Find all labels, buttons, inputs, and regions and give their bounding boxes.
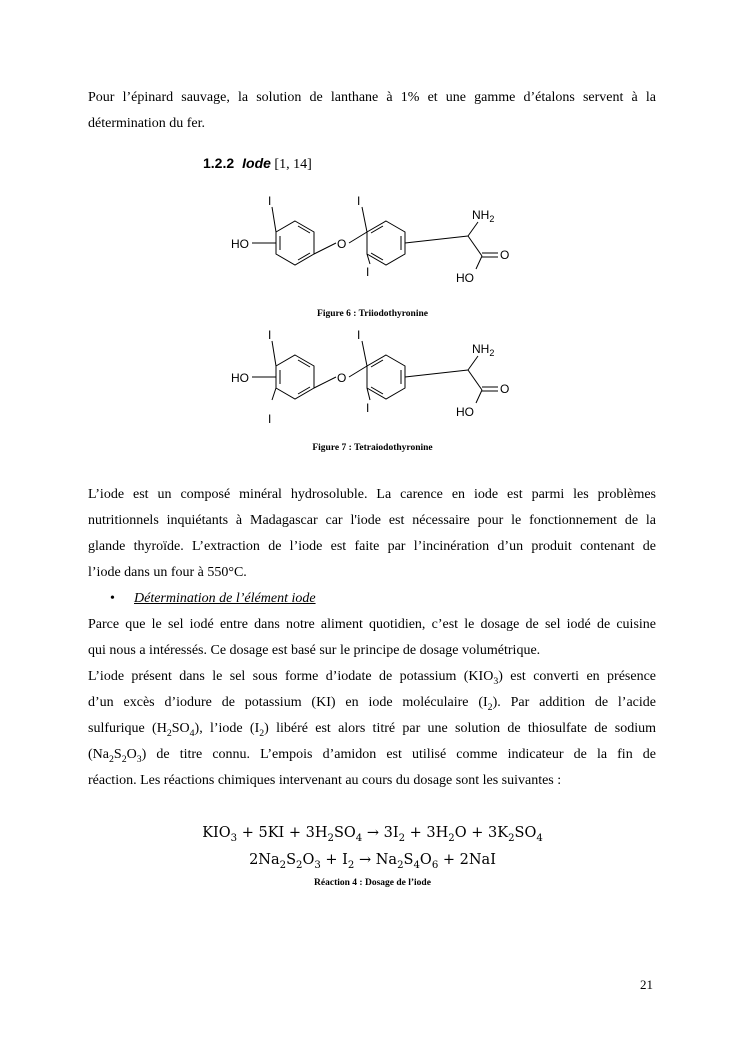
- intro-line-1: Pour l’épinard sauvage, la solution de lanthane à 1% et une gamme d’étalons servent à la: [88, 90, 656, 105]
- paragraph-1-line-4: l’iode dans un four à 550°C.: [88, 565, 247, 580]
- iodine-label: I: [268, 328, 272, 342]
- paragraph-1-line-2: nutritionnels inquiétants à Madagascar car l'iode est nécessaire pour le fonctionnement de la: [88, 513, 656, 528]
- acid-hydroxyl-label: HO: [456, 271, 474, 285]
- paragraph-1-line: [88, 487, 656, 503]
- iodine-label: I: [366, 401, 370, 415]
- intro-paragraph-end: [88, 116, 205, 132]
- paragraph-2-line-2: qui nous a intéressés. Ce dosage est basé sur le principe de dosage volumétrique.: [88, 643, 541, 658]
- reaction-4-caption: Réaction 4 : Dosage de l’iode: [314, 878, 431, 888]
- amine-label: NH: [472, 208, 490, 222]
- iodine-label: I: [366, 265, 370, 279]
- iodine-label: I: [357, 328, 361, 342]
- section-heading: [203, 155, 312, 173]
- paragraph-3-line: [88, 695, 656, 711]
- paragraph-3-line: [88, 669, 656, 685]
- paragraph-1-line: [88, 539, 656, 555]
- iodine-label: I: [268, 194, 272, 208]
- section-number: 1.2.2: [203, 155, 235, 171]
- section-title: Iode: [242, 155, 271, 171]
- paragraph-3-line: [88, 721, 656, 737]
- paragraph-2-line: [88, 643, 540, 659]
- bullet-icon: •: [110, 591, 115, 606]
- equation-1: $KIO_3 + 5KI + 3H_2SO_4 \to 3I_2 + 3H_2O + 3K_2SO_4$: [202, 825, 543, 844]
- amine-subscript: 2: [489, 214, 495, 224]
- section-references: [1, 14]: [274, 157, 312, 172]
- svg-text:NH2: [472, 208, 494, 224]
- svg-text:NH2: [472, 342, 494, 358]
- paragraph-3-line-2: d’un excès d’iodure de potassium (KI) en iode moléculaire $(I_2)$. Par addition de l’acide: [88, 695, 656, 713]
- carbonyl-oxygen-label: O: [500, 248, 510, 262]
- triiodothyronine-atom-labels: [231, 194, 509, 285]
- intro-paragraph: [88, 90, 656, 106]
- ether-oxygen-label: O: [337, 371, 347, 385]
- amine-label: NH: [472, 342, 490, 356]
- paragraph-1-line: [88, 513, 656, 529]
- paragraph-2-line-1: Parce que le sel iodé entre dans notre aliment quotidien, c’est le dosage de sel iodé de cuisine: [88, 617, 656, 632]
- iodine-label: I: [268, 412, 272, 426]
- bullet-item: [110, 591, 316, 607]
- amine-subscript: 2: [489, 348, 495, 358]
- triiodothyronine-structure: [0, 185, 745, 315]
- paragraph-3-line-1: L’iode présent dans le sel sous forme d’iodate de potassium $(KIO_3)$ est converti en présence: [88, 669, 656, 687]
- paragraph-3-line-4: $(Na_2S_2O_3)$ de titre connu. L’empois d’amidon est utilisé comme indicateur de la fin de: [88, 747, 656, 765]
- page-number: 21: [640, 977, 653, 992]
- paragraph-3-line: [88, 747, 656, 763]
- bullet-text: Détermination de l’élément iode: [134, 591, 316, 606]
- carbonyl-oxygen-label: O: [500, 382, 510, 396]
- intro-line-2: détermination du fer.: [88, 116, 206, 131]
- iodine-label: I: [357, 194, 361, 208]
- paragraph-3-line-5: réaction. Les réactions chimiques intervenant au cours du dosage sont les suivantes :: [88, 773, 562, 788]
- tetraiodothyronine-structure: [0, 322, 745, 432]
- paragraph-3-line-3: sulfurique $(H_2SO_4)$, l’iode $(I_2)$ libéré est alors titré par une solution de thiosulfate de sodium: [88, 721, 656, 739]
- figure-7-caption: Figure 7 : Tetraiodothyronine: [312, 443, 433, 453]
- paragraph-1-line: [88, 565, 247, 581]
- paragraph-3-line: [88, 773, 561, 789]
- figure-6-caption: Figure 6 : Triiodothyronine: [317, 309, 428, 319]
- paragraph-1-line-1: L’iode est un composé minéral hydrosoluble. La carence en iode est parmi les problèmes: [88, 487, 656, 502]
- equation-2: $2Na_2S_2O_3 + I_2 \to Na_2S_4O_6 + 2NaI$: [249, 852, 496, 871]
- acid-hydroxyl-label: HO: [456, 405, 474, 419]
- ether-oxygen-label: O: [337, 237, 347, 251]
- paragraph-2-line: [88, 617, 656, 633]
- hydroxyl-label: HO: [231, 237, 249, 251]
- paragraph-1-line-3: glande thyroïde. L’extraction de l’iode est faite par l’incinération d’un produit contenant de: [88, 539, 656, 554]
- hydroxyl-label: HO: [231, 371, 249, 385]
